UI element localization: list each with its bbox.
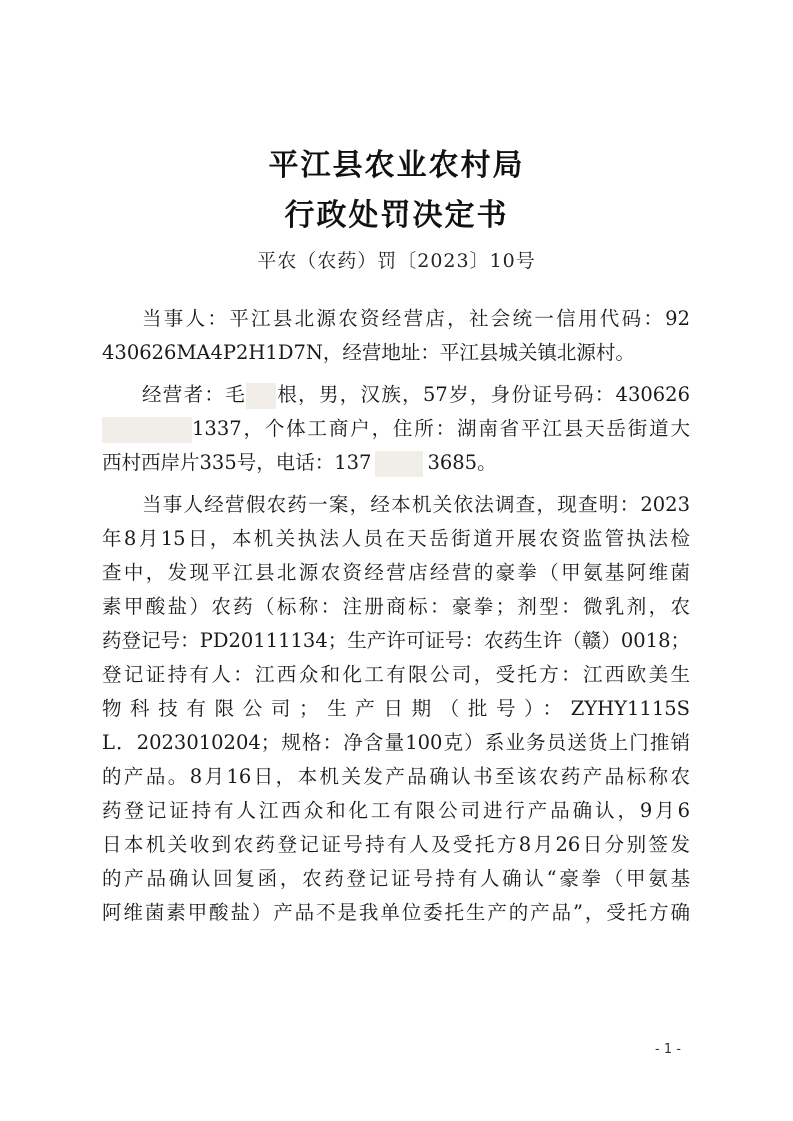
facts-line: 阿维菌素甲酸盐）产品不是我单位委托生产的产品”，受托方确 [102,901,690,924]
facts-line: 的产品确认回复函，农药登记证号持有人确认“豪拳（甲氨基 [102,867,690,890]
facts-line: 药登记证持有人江西众和化工有限公司进行产品确认，9月6 [102,799,690,822]
document-body [102,302,690,930]
redaction-mark [102,417,192,443]
document-title-type: 行政处罚决定书 [284,198,509,233]
facts-line: 物科技有限公司；生产日期（批号）：ZYHY1115S [102,697,690,720]
facts-line: 的产品。8月16日，本机关发产品确认书至该农药产品标称农 [102,765,690,788]
document-title-agency: 平江县农业农村局 [268,148,525,183]
party-line-1: 当事人：平江县北源农资经营店，社会统一信用代码：92 [142,307,690,330]
redaction-mark [375,451,423,477]
facts-line: 当事人经营假农药一案，经本机关依法调查，现查明：2023 [142,493,690,516]
operator-line-2: 1337，个体工商户，住所：湖南省平江县天岳街道大 [102,412,690,446]
document-number: 平农（农药）罚〔2023〕10号 [257,250,536,272]
facts-line: 药登记号：PD20111134；生产许可证号：农药生许（赣）0018； [102,629,690,652]
operator-line-3: 西村西岸片335号，电话：137 3685。 [102,446,690,480]
page-number: - 1 - [655,1042,681,1057]
facts-line: 日本机关收到农药登记证号持有人及受托方8月26日分别签发 [102,833,690,856]
facts-line: 查中，发现平江县北源农资经营店经营的豪拳（甲氨基阿维菌 [102,561,690,584]
facts-line: 素甲酸盐）农药（标称：注册商标：豪拳；剂型：微乳剂，农 [102,595,690,618]
party-line-2: 430626MA4P2H1D7N，经营地址：平江县城关镇北源村。 [102,341,635,364]
facts-line: 登记证持有人：江西众和化工有限公司，受托方：江西欧美生 [102,663,690,686]
operator-line-1: 经营者：毛 根，男，汉族，57岁，身份证号码：430626 [102,378,690,412]
facts-line: L．2023010204；规格：净含量100克）系业务员送货上门推销 [102,731,690,754]
redaction-mark [246,383,276,409]
facts-line: 年8月15日，本机关执法人员在天岳街道开展农资监管执法检 [102,527,690,550]
